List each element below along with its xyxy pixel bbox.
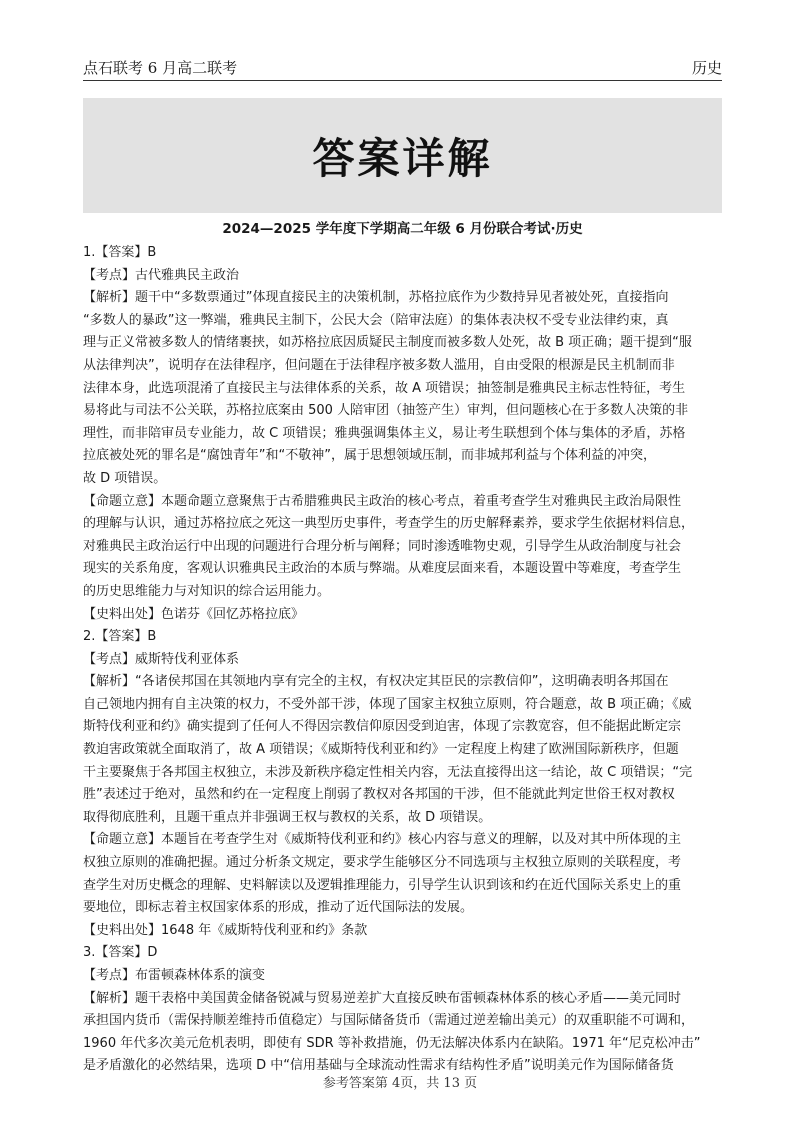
q1-source: 【史料出处】色诺芬《回忆苏格拉底》 <box>83 606 305 622</box>
q3-answer: 3.【答案】D <box>83 945 158 961</box>
q2-intent-line: 权独立原则的准确把握。通过分析条文规定，要求学生能够区分不同选项与主权独立原则的关联程度，考 <box>83 855 682 871</box>
q1-analysis-line: 法律本身，此选项混淆了直接民主与法律体系的关系，故 A 项错误；抽签制是雅典民主标志性特征，考生 <box>83 380 686 396</box>
q2-intent-line: 要地位，即标志着主权国家体系的形成，推动了近代国际法的发展。 <box>83 900 474 916</box>
q1-analysis-line: “多数人的暴政”这一弊端，雅典民主制下，公民大会（陪审法庭）的集体表决权不受专业法律约束，真 <box>83 312 669 328</box>
q2-analysis-line: 胜”表述过于绝对，虽然和约在一定程度上削弱了教权对各邦国的干涉，但不能就此判定世俗王权对教权 <box>83 787 675 803</box>
page-footer: 参考答案第 4页，共 13 页 <box>322 1076 478 1091</box>
q2-intent-line: 查学生对历史概念的理解、史料解读以及逻辑推理能力，引导学生认识到该和约在近代国际关系史上的重 <box>83 877 682 893</box>
q1-analysis-line: 易将此与司法不公关联，苏格拉底案由 500 人陪审团（抽签产生）审判，但问题核心在于多数人决策的非 <box>83 403 689 419</box>
q2-analysis-line: 教迫害政策就全面取消了，故 A 项错误；《威斯特伐利亚和约》一定程度上构建了欧洲国际新秩序，但题 <box>83 742 679 758</box>
q2-analysis-line: 斯特伐利亚和约》确实提到了任何人不得因宗教信仰原因受到迫害，体现了宗教宽容，但不能据此断定宗 <box>83 719 682 735</box>
q1-analysis-line: 理性，而非陪审员专业能力，故 C 项错误；雅典强调集体主义，易让考生联想到个体与集体的矛盾，苏格 <box>83 425 686 441</box>
q1-analysis-line: 【解析】题干中“多数票通过”体现直接民主的决策机制，苏格拉底作为少数持异见者被处死，直接指向 <box>83 290 669 306</box>
q2-analysis-line: 取得彻底胜利，且题干重点并非强调王权与教权的关系，故 D 项错误。 <box>83 809 492 825</box>
q3-analysis-line: 【解析】题干表格中美国黄金储备锐减与贸易逆差扩大直接反映布雷顿森林体系的核心矛盾——美元同时 <box>83 990 682 1006</box>
q1-intent-line: 现实的关系角度，客观认识雅典民主政治的本质与弊端。从难度层面来看，本题设置中等难度，考查学生 <box>83 561 682 577</box>
q1-intent-line: 对雅典民主政治运行中出现的问题进行合理分析与阐释；同时渗透唯物史观，引导学生从政治制度与社会 <box>83 538 682 554</box>
q2-analysis-line: 自己领地内拥有自主决策的权力，不受外部干涉，体现了国家主权独立原则，符合题意，故 B 项正确；《威 <box>83 696 692 712</box>
page-header <box>83 58 722 81</box>
q2-point: 【考点】威斯特伐利亚体系 <box>83 651 240 667</box>
q1-intent-line: 的历史思维能力与对知识的综合运用能力。 <box>83 583 331 599</box>
q3-point: 【考点】布雷顿森林体系的演变 <box>83 968 266 983</box>
title-banner <box>83 98 722 213</box>
header-subject: 历史 <box>691 59 722 77</box>
q1-intent-line: 的理解与认识，通过苏格拉底之死这一典型历史事件，考查学生的历史解释素养，要求学生依据材料信息， <box>83 516 695 532</box>
q2-intent-line: 【命题立意】本题旨在考查学生对《威斯特伐利亚和约》核心内容与意义的理解，以及对其中所体现的主 <box>83 832 682 848</box>
q1-intent-line: 【命题立意】本题命题立意聚焦于古希腊雅典民主政治的核心考点，着重考查学生对雅典民主政治局限性 <box>83 493 682 509</box>
q2-source: 【史料出处】1648 年《威斯特伐利亚和约》条款 <box>83 922 368 938</box>
exam-title: 2024—2025 学年度下学期高二年级 6 月份联合考试·历史 <box>222 221 583 237</box>
q1-analysis-line: 故 D 项错误。 <box>83 470 167 486</box>
banner-title: 答案详解 <box>312 133 493 183</box>
q3-analysis-line: 承担国内货币（需保持顺差维持币值稳定）与国际储备货币（需通过逆差输出美元）的双重职能不可调和， <box>83 1013 695 1029</box>
q3-analysis-line: 是矛盾激化的必然结果，选项 D 中“信用基础与全球流动性需求有结构性矛盾”说明美元作为国际储备货 <box>83 1058 674 1074</box>
q2-analysis-line: 干主要聚焦于各邦国主权独立，未涉及新秩序稳定性相关内容，无法直接得出这一结论，故 C 项错误；“完 <box>83 764 693 780</box>
q2-analysis-line: 【解析】“各诸侯邦国在其领地内享有完全的主权，有权决定其臣民的宗教信仰”，这明确表明各邦国在 <box>83 674 669 690</box>
q1-analysis-line: 理与正义常被多数人的情绪裹挟，如苏格拉底因质疑民主制度而被多数人处死，故 B 项正确；题干提到“服 <box>83 335 692 351</box>
header-exam-name: 点石联考 6 月高二联考 <box>83 59 238 77</box>
q1-analysis-line: 从法律判决”，说明存在法律程序，但问题在于法律程序被多数人滥用，自由受限的根源是民主机制而非 <box>83 357 675 373</box>
answer-content <box>83 242 724 1078</box>
q2-answer: 2.【答案】B <box>83 629 157 645</box>
q1-analysis-line: 拉底被处死的罪名是“腐蚀青年”和“不敬神”，属于思想领域压制，而非城邦利益与个体利益的冲突， <box>83 448 656 464</box>
q3-analysis-line: 1960 年代多次美元危机表明，即使有 SDR 等补救措施，仍无法解决体系内在缺陷。1971 年“尼克松冲击” <box>83 1035 701 1051</box>
q1-answer: 1.【答案】B <box>83 245 157 260</box>
q1-point: 【考点】古代雅典民主政治 <box>83 267 240 283</box>
